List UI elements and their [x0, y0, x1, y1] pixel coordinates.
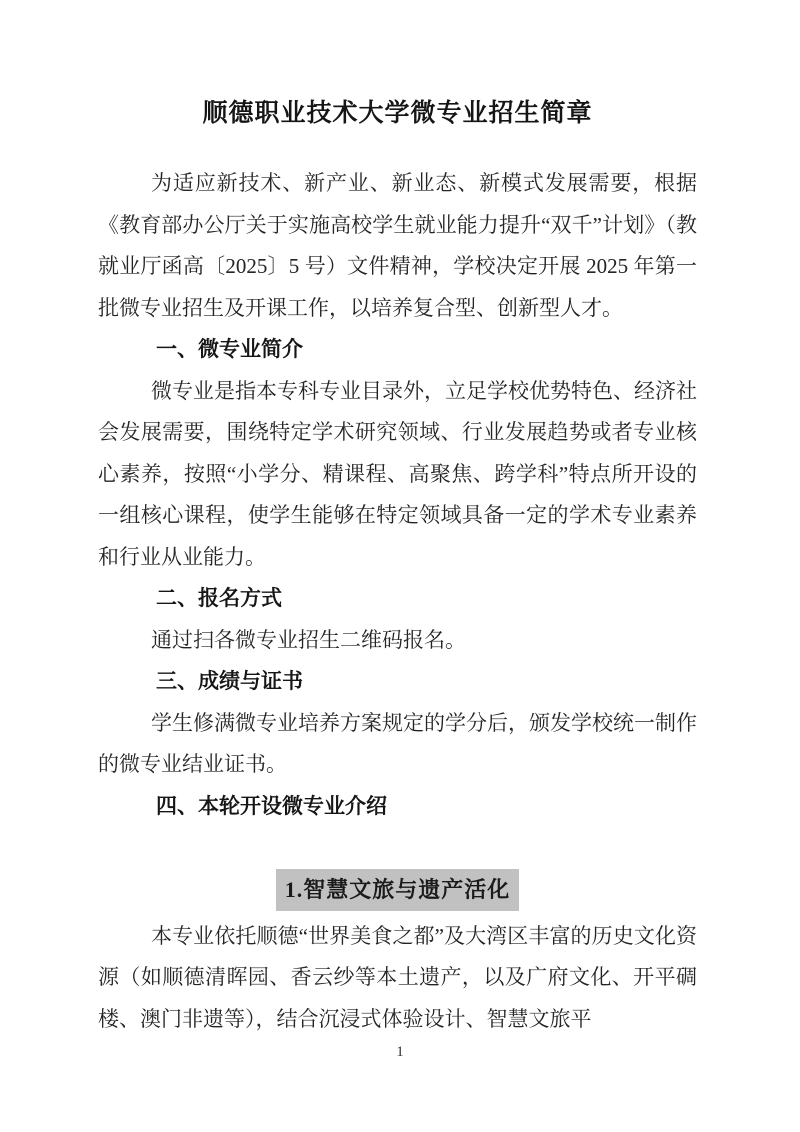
section-body-1: 微专业是指本专科专业目录外，立足学校优势特色、经济社会发展需要，围绕特定学术研究领域、行业发展趋势或者专业核心素养，按照“小学分、精课程、高聚焦、跨学科”特点所开设的一组核心课程，使学生能够在特定领域具备一定的学术专业素养和行业从业能力。 — [98, 378, 697, 569]
major-description: 本专业依托顺德“世界美食之都”及大湾区丰富的历史文化资源（如顺德清晖园、香云纱等本土遗产，以及广府文化、开平碉楼、澳门非遗等），结合沉浸式体验设计、智慧文旅平 — [98, 923, 697, 1031]
section-body-3: 学生修满微专业培养方案规定的学分后，颁发学校统一制作的微专业结业证书。 — [98, 710, 697, 776]
section-heading-1: 一、微专业简介 — [156, 338, 303, 361]
intro-paragraph: 为适应新技术、新产业、新业态、新模式发展需要，根据《教育部办公厅关于实施高校学生就业能力提升“双千”计划》（教就业厅函高〔2025〕5 号）文件精神，学校决定开展 2025 年第一批微专业招生及开课工作，以培养复合型、创新型人才。 — [98, 171, 697, 320]
section-heading-2: 二、报名方式 — [156, 587, 282, 610]
section-heading-4: 四、本轮开设微专业介绍 — [156, 794, 387, 818]
major-title-highlight: 1.智慧文旅与遗产活化 — [276, 869, 520, 911]
page-number: 1 — [396, 1044, 404, 1060]
major-title-line — [98, 869, 697, 911]
document-title: 顺德职业技术大学微专业招生简章 — [202, 100, 593, 127]
section-body-2: 通过扫各微专业招生二维码报名。 — [151, 627, 466, 652]
section-heading-3: 三、成绩与证书 — [156, 670, 303, 693]
